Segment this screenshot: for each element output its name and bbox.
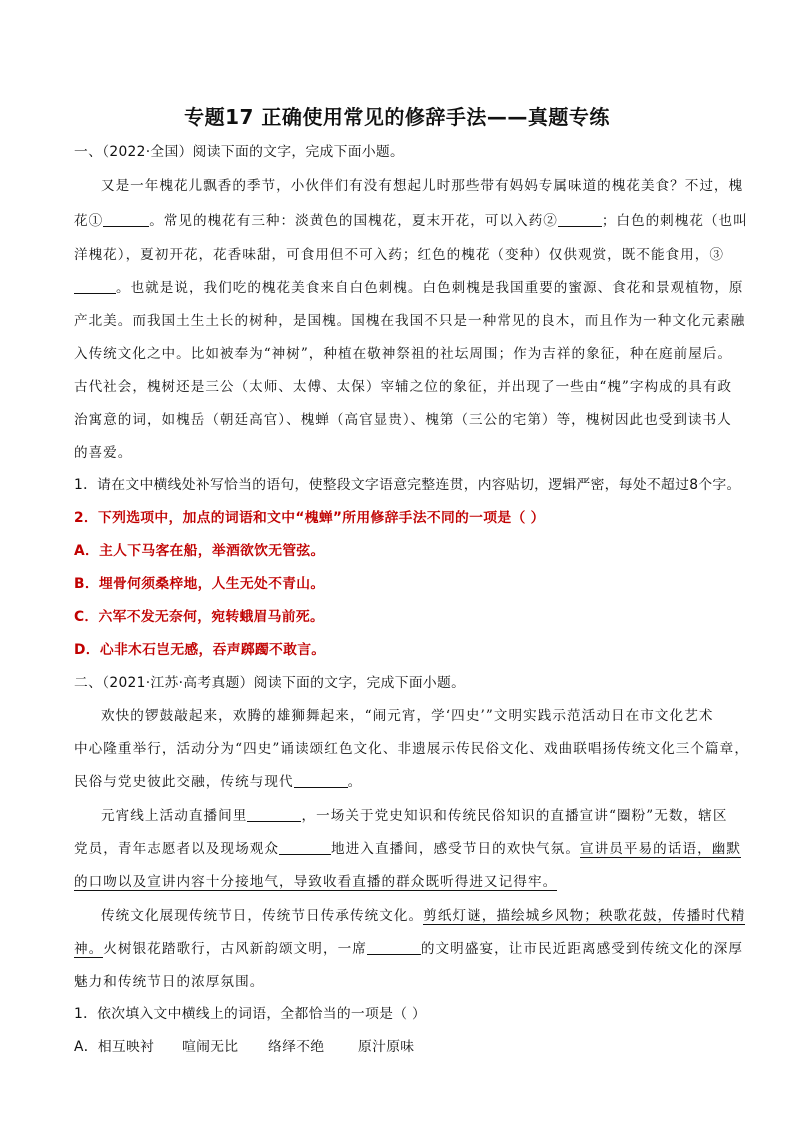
passage-2-line-5: 党员，青年志愿者以及现场观众 地进入直播间，感受节日的欢快气氛。宣讲员平易的话语，幽默 <box>74 841 742 857</box>
passage-2-line-9: 魅力和传统节日的浓厚氛围。 <box>74 974 265 990</box>
answer-blank-2 <box>558 212 602 227</box>
answer-blank-7 <box>367 940 421 955</box>
passage-2-line-7: 传统文化展现传统节日，传统节日传承传统文化。剪纸灯谜，描绘城乡风物；秧歌花鼓，传播时代精 <box>101 908 746 924</box>
passage-2-line-3: 民俗与党史彼此交融，传统与现代 。 <box>74 774 363 790</box>
question-2-1-option-a: A．相互映衬 喧闹无比 络绎不绝 原汁原味 <box>74 1039 415 1055</box>
question-2-option-d: D．心非木石岂无感，吞声踯躅不敢言。 <box>74 642 326 658</box>
answer-blank-3 <box>74 279 116 294</box>
passage-1-line-9: 的喜爱。 <box>74 445 133 461</box>
passage-1-line-6: 入传统文化之中。比如被奉为“神树”，种植在敬神祭祖的社坛周围；作为吉祥的象征，种在庭前屋后。 <box>74 346 733 362</box>
passage-2-line-2: 中心隆重举行，活动分为“四史”诵读颂红色文化、非遗展示传民俗文化、戏曲联唱扬传统文化三个篇章， <box>74 741 749 757</box>
page-title: 专题17 正确使用常见的修辞手法——真题专练 <box>184 105 610 129</box>
answer-blank-1 <box>103 212 149 227</box>
answer-blank-6 <box>279 840 331 855</box>
passage-1-line-4: 。也就是说，我们吃的槐花美食来自白色刺槐。白色刺槐是我国重要的蜜源、食花和景观植物，原 <box>74 278 734 298</box>
passage-2-line-6 <box>74 872 734 892</box>
question-1: 1．请在文中横线处补写恰当的语句，使整段文字语意完整连贯，内容贴切，逻辑严密，每处不超过8个字。 <box>74 477 741 493</box>
passage-2-line-8: 神。火树银花踏歌行，古风新韵颂文明，一席 的文明盛宴，让市民近距离感受到传统文化的深厚 <box>74 941 744 957</box>
question-2-option-b: B．埋骨何须桑梓地，人生无处不青山。 <box>74 576 325 592</box>
answer-blank-4 <box>294 773 348 788</box>
underlined-sentence-2-cont: 神。 <box>74 941 104 957</box>
underlined-sentence-1: 宣讲员平易的话语，幽默 <box>579 841 742 857</box>
question-2-1: 1．依次填入文中横线上的词语，全都恰当的一项是（ ） <box>74 1006 427 1022</box>
section-2-header: 二、（2021·江苏·高考真题）阅读下面的文字，完成下面小题。 <box>74 675 466 691</box>
passage-1-line-2: 花① 。常见的槐花有三种：淡黄色的国槐花，夏末开花，可以入药② ；白色的刺槐花（也叫 <box>74 213 748 229</box>
question-2-option-c: C．六军不发无奈何，宛转蛾眉马前死。 <box>74 609 325 625</box>
passage-1-line-8: 治寓意的词，如槐岳（朝廷高官）、槐蝉（高官显贵）、槐第（三公的宅第）等，槐树因此也受到读书人 <box>74 412 732 428</box>
passage-1-line-3: 洋槐花），夏初开花，花香味甜，可食用但不可入药；红色的槐花（变种）仅供观赏，既不能食用，③ <box>74 247 724 263</box>
question-2-option-a: A．主人下马客在船，举酒欲饮无管弦。 <box>74 543 325 559</box>
passage-1-line-7: 古代社会，槐树还是三公（太师、太傅、太保）宰辅之位的象征，并出现了一些由“槐”字构成的具有政 <box>74 379 733 395</box>
section-1-header: 一、（2022·全国）阅读下面的文字，完成下面小题。 <box>74 144 405 160</box>
passage-1-line-5: 产北美。而我国土生土长的树种，是国槐。国槐在我国不只是一种常见的良木，而且作为一种文化元素融 <box>74 313 746 329</box>
underlined-sentence-1-cont: 的口吻以及宣讲内容十分接地气，导致收看直播的群众既听得进又记得牢。 <box>74 874 558 890</box>
passage-2-line-1: 欢快的锣鼓敲起来，欢腾的雄狮舞起来，“闹元宵，学‘四史’”文明实践示范活动日在市文化艺术 <box>101 708 714 724</box>
passage-1-line-1: 又是一年槐花儿飘香的季节，小伙伴们有没有想起儿时那些带有妈妈专属味道的槐花美食？不过，槐 <box>101 178 744 194</box>
underlined-sentence-2: 剪纸灯谜，描绘城乡风物；秧歌花鼓，传播时代精 <box>423 908 746 924</box>
passage-2-line-4: 元宵线上活动直播间里 ，一场关于党史知识和传统民俗知识的直播宣讲“圈粉”无数，辖区 <box>101 808 728 824</box>
question-2-stem: 2．下列选项中，加点的词语和文中“槐蝉”所用修辞手法不同的一项是（ ） <box>74 510 545 526</box>
answer-blank-5 <box>247 807 301 822</box>
